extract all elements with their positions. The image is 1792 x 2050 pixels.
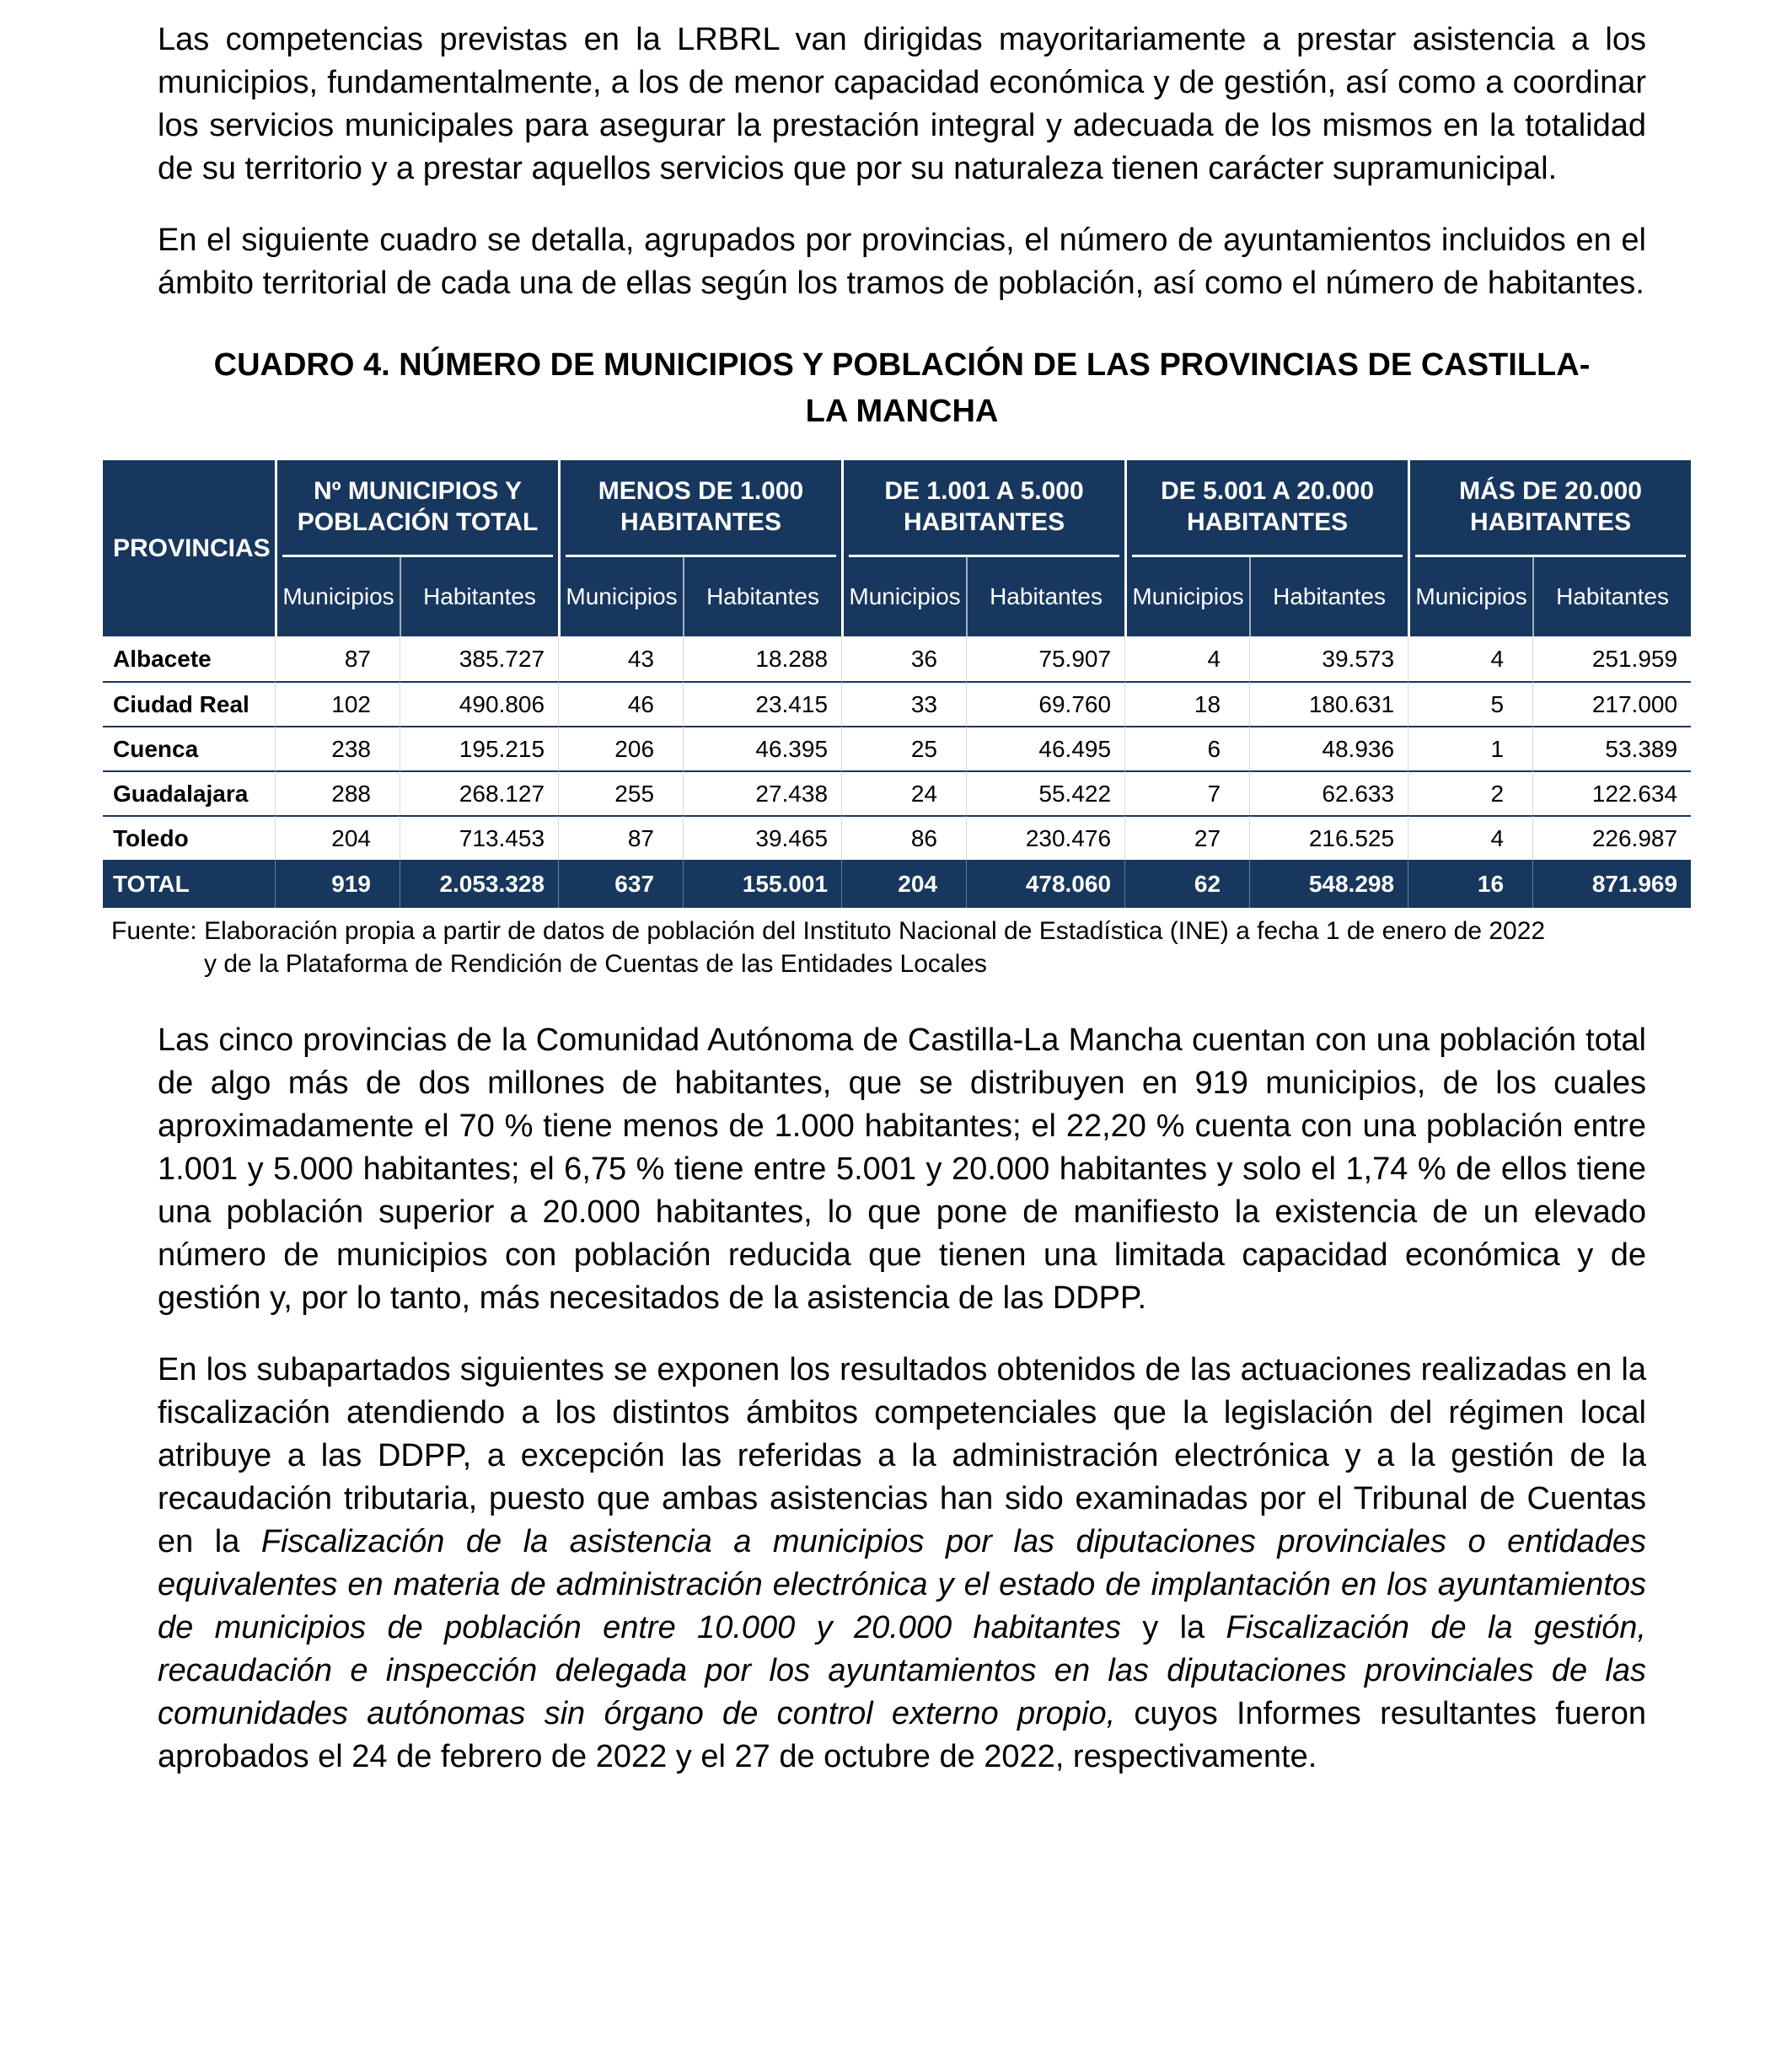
cell-municipios: 86 [841, 815, 966, 860]
cell-habitantes: 195.215 [400, 726, 558, 770]
cell-habitantes: 871.969 [1532, 860, 1691, 908]
cell-habitantes: 62.633 [1249, 770, 1408, 815]
subheader-habitantes: Habitantes [683, 557, 841, 636]
cell-habitantes: 251.959 [1532, 636, 1691, 681]
cell-province: Guadalajara [103, 770, 275, 815]
cell-municipios: 288 [275, 770, 400, 815]
cell-municipios: 46 [558, 681, 683, 726]
subheader-habitantes: Habitantes [966, 557, 1124, 636]
cell-municipios: 238 [275, 726, 400, 770]
group-header-1001-5000 [841, 460, 1124, 557]
cell-habitantes: 46.395 [683, 726, 841, 770]
cell-municipios: 2 [1408, 770, 1532, 815]
group-header-1001-5000-label: DE 1.001 A 5.000 HABITANTES [849, 460, 1119, 557]
cell-habitantes: 155.001 [683, 860, 841, 908]
cell-habitantes: 27.438 [683, 770, 841, 815]
source-note [103, 915, 1691, 980]
table-title-line2: LA MANCHA [805, 394, 999, 429]
cell-habitantes: 180.631 [1249, 681, 1408, 726]
cell-municipios: 43 [558, 636, 683, 681]
cell-municipios: 36 [841, 636, 966, 681]
cuadro-4-table [103, 460, 1691, 908]
cell-municipios: 4 [1124, 636, 1249, 681]
cell-municipios: 62 [1124, 860, 1249, 908]
cell-municipios: 24 [841, 770, 966, 815]
table-subheader-row [103, 557, 1691, 636]
cell-habitantes: 39.573 [1249, 636, 1408, 681]
cell-municipios: 87 [558, 815, 683, 860]
cell-habitantes: 713.453 [400, 815, 558, 860]
subheader-habitantes: Habitantes [1532, 557, 1691, 636]
subheader-municipios: Municipios [1408, 557, 1532, 636]
column-header-provincias: PROVINCIAS [103, 460, 275, 636]
table-row-toledo [103, 815, 1691, 860]
cell-habitantes: 548.298 [1249, 860, 1408, 908]
table-title [158, 342, 1646, 435]
cell-habitantes: 216.525 [1249, 815, 1408, 860]
cell-habitantes: 46.495 [966, 726, 1124, 770]
cell-municipios: 27 [1124, 815, 1249, 860]
subheader-habitantes: Habitantes [400, 557, 558, 636]
table-row-albacete [103, 636, 1691, 681]
cell-habitantes: 478.060 [966, 860, 1124, 908]
group-header-total [275, 460, 558, 557]
source-note-line2: y de la Plataforma de Rendición de Cuentas de las Entidades Locales [204, 950, 987, 978]
paragraph-cuadro-intro: En el siguiente cuadro se detalla, agrupados por provincias, el número de ayuntamientos incluidos en el ámbito territorial de cada una de ellas según los tramos de población, así como el número de habitantes. [158, 223, 1646, 301]
group-header-total-label: Nº MUNICIPIOS Y POBLACIÓN TOTAL [282, 460, 553, 557]
table-row-ciudad-real [103, 681, 1691, 726]
cell-province: Toledo [103, 815, 275, 860]
table-row-total [103, 860, 1691, 908]
cuadro-4-table-wrap [103, 460, 1691, 980]
cell-province: Ciudad Real [103, 681, 275, 726]
cell-municipios: 637 [558, 860, 683, 908]
table-title-line1: CUADRO 4. NÚMERO DE MUNICIPIOS Y POBLACIÓN DE LAS PROVINCIAS DE CASTILLA- [213, 347, 1591, 383]
table-row-cuenca [103, 726, 1691, 770]
cell-municipios: 255 [558, 770, 683, 815]
group-header-5001-20000 [1124, 460, 1408, 557]
cell-municipios: 102 [275, 681, 400, 726]
cell-habitantes: 230.476 [966, 815, 1124, 860]
cell-municipios: 919 [275, 860, 400, 908]
subheader-municipios: Municipios [275, 557, 400, 636]
cell-habitantes: 122.634 [1532, 770, 1691, 815]
cell-habitantes: 490.806 [400, 681, 558, 726]
cell-province: Albacete [103, 636, 275, 681]
cell-habitantes: 48.936 [1249, 726, 1408, 770]
cell-municipios: 4 [1408, 815, 1532, 860]
cell-municipios: 25 [841, 726, 966, 770]
table-header-group-row [103, 460, 1691, 557]
cell-habitantes: 23.415 [683, 681, 841, 726]
cell-municipios: 1 [1408, 726, 1532, 770]
cell-municipios: 4 [1408, 636, 1532, 681]
cell-municipios: 206 [558, 726, 683, 770]
cell-municipios: 33 [841, 681, 966, 726]
content-area [111, 19, 1678, 1779]
table-row-guadalajara [103, 770, 1691, 815]
cell-province: Cuenca [103, 726, 275, 770]
subheader-municipios: Municipios [558, 557, 683, 636]
group-header-menos-1000-label: MENOS DE 1.000 HABITANTES [566, 460, 836, 557]
subheader-habitantes: Habitantes [1249, 557, 1408, 636]
cell-municipios: 18 [1124, 681, 1249, 726]
cell-habitantes: 69.760 [966, 681, 1124, 726]
cell-habitantes: 226.987 [1532, 815, 1691, 860]
cell-habitantes: 39.465 [683, 815, 841, 860]
cell-habitantes: 2.053.328 [400, 860, 558, 908]
cell-habitantes: 217.000 [1532, 681, 1691, 726]
cell-habitantes: 53.389 [1532, 726, 1691, 770]
cell-habitantes: 268.127 [400, 770, 558, 815]
group-header-mas-20000-label: MÁS DE 20.000 HABITANTES [1415, 460, 1686, 557]
cell-municipios: 87 [275, 636, 400, 681]
cell-municipios: 6 [1124, 726, 1249, 770]
subheader-municipios: Municipios [841, 557, 966, 636]
cell-habitantes: 55.422 [966, 770, 1124, 815]
cell-total-label: TOTAL [103, 860, 275, 908]
source-note-line1: Fuente: Elaboración propia a partir de datos de población del Instituto Nacional de Estadística (INE) a fecha 1 de enero de 2022 [111, 917, 1546, 945]
cell-municipios: 7 [1124, 770, 1249, 815]
cell-municipios: 204 [841, 860, 966, 908]
cell-municipios: 204 [275, 815, 400, 860]
cell-habitantes: 75.907 [966, 636, 1124, 681]
paragraph-provincias-poblacion: Las cinco provincias de la Comunidad Autónoma de Castilla-La Mancha cuentan con una población total de algo más de dos millones de habitantes, que se distribuyen en 919 municipios, de los cuales aproximadamente el 70 % tiene menos de 1.000 habitantes; el 22,20 % cuenta con una población entre 1.001 y 5.000 habitantes; el 6,75 % tiene entre 5.001 y 20.000 habitantes y solo el 1,74 % de ellos tiene una población superior a 20.000 habitantes, lo que pone de manifiesto la existencia de un elevado número de municipios con población reducida que tienen una limitada capacidad económica y de gestión y, por lo tanto, más necesitados de la asistencia de las DDPP. [158, 1022, 1646, 1316]
cell-habitantes: 18.288 [683, 636, 841, 681]
cell-habitantes: 385.727 [400, 636, 558, 681]
subheader-municipios: Municipios [1124, 557, 1249, 636]
group-header-5001-20000-label: DE 5.001 A 20.000 HABITANTES [1132, 460, 1403, 557]
cell-municipios: 16 [1408, 860, 1532, 908]
group-header-menos-1000 [558, 460, 841, 557]
paragraph-subapartados: En los subapartados siguientes se exponen los resultados obtenidos de las actuaciones realizadas en la fiscalización atendiendo a los distintos ámbitos competenciales que la legislación del régimen local atribuye a las DDPP, a excepción las referidas a la administración electrónica y a la gestión de la recaudación tributaria, puesto que ambas asistencias han sido examinadas por el Tribunal de Cuentas en la Fiscalización de la asistencia a municipios por las diputaciones provinciales o entidades equivalentes en materia de administración electrónica y el estado de implantación en los ayuntamientos de municipios de población entre 10.000 y 20.000 habitantes y la Fiscalización de la gestión, recaudación e inspección delegada por los ayuntamientos en las diputaciones provinciales de las comunidades autónomas sin órgano de control externo propio, cuyos Informes resultantes fueron aprobados el 24 de febrero de 2022 y el 27 de octubre de 2022, respectivamente. [158, 1352, 1646, 1774]
paragraph-competencias: Las competencias previstas en la LRBRL van dirigidas mayoritariamente a prestar asistencia a los municipios, fundamentalmente, a los de menor capacidad económica y de gestión, así como a coordinar los servicios municipales para asegurar la prestación integral y adecuada de los mismos en la totalidad de su territorio y a prestar aquellos servicios que por su naturaleza tienen carácter supramunicipal. [158, 22, 1646, 186]
group-header-mas-20000 [1408, 460, 1691, 557]
cell-municipios: 5 [1408, 681, 1532, 726]
